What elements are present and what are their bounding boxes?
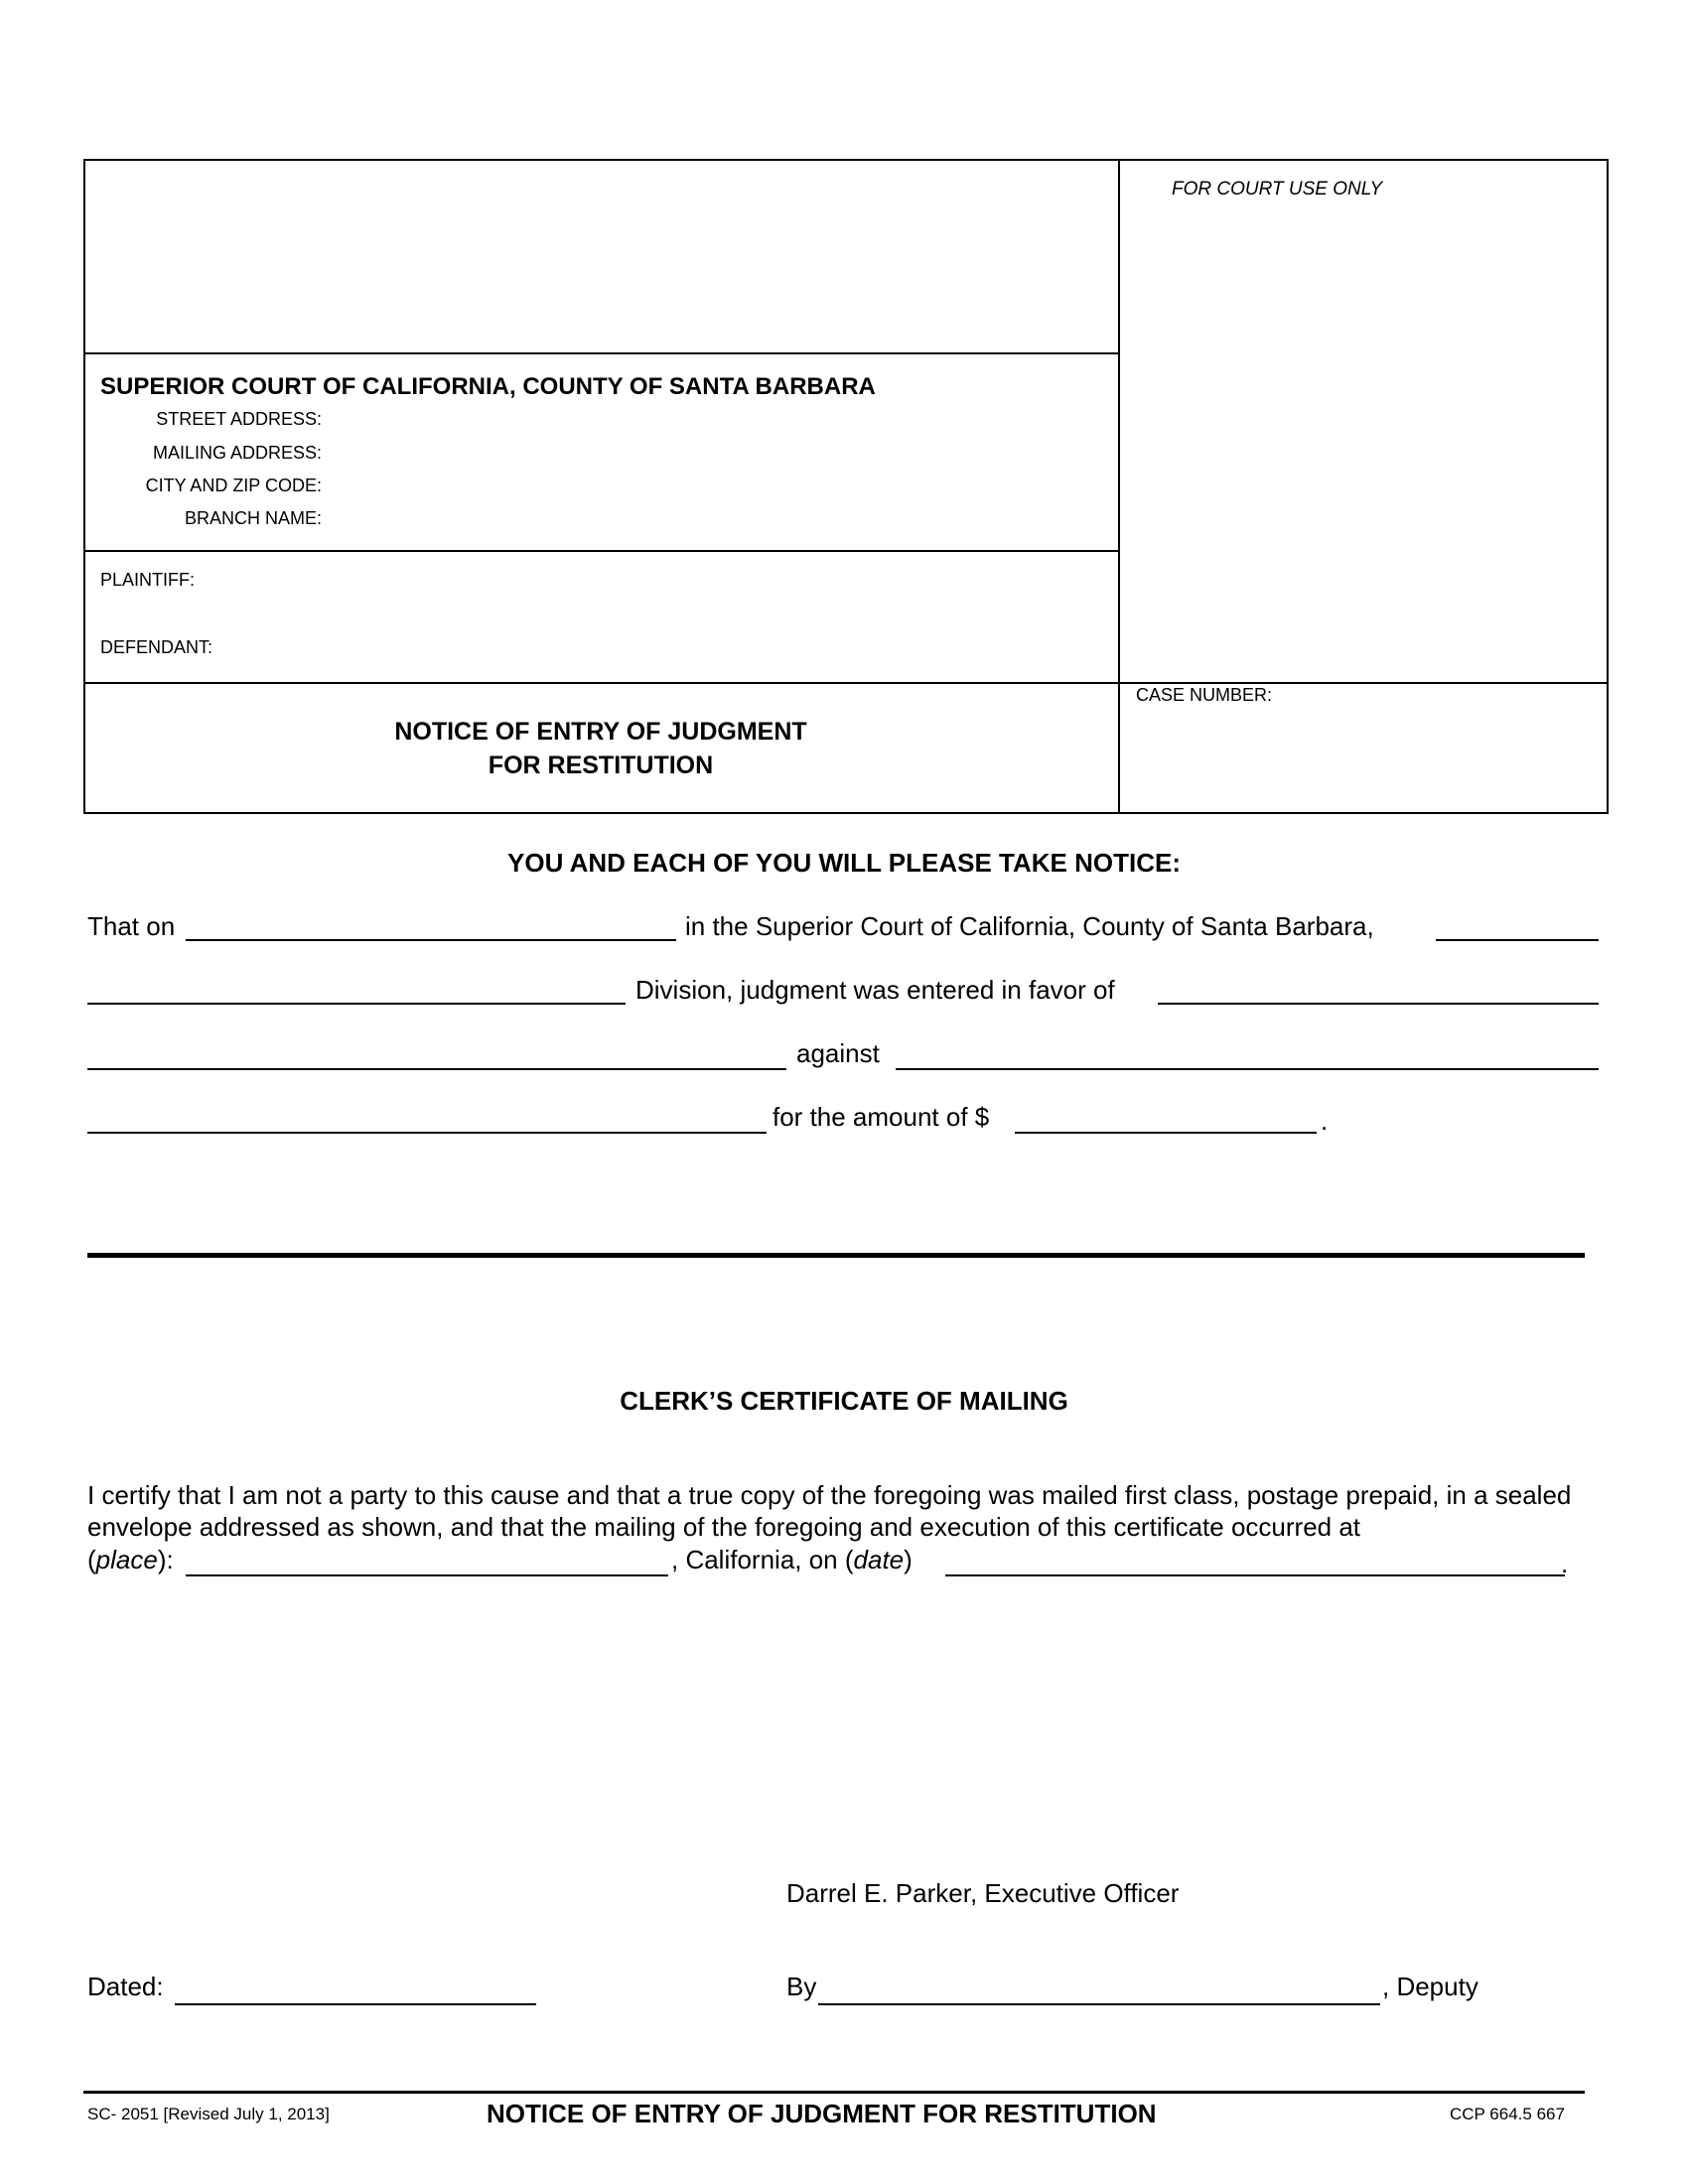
place-close-paren: ): xyxy=(157,1545,174,1574)
caption-title xyxy=(83,715,1118,782)
place-label-word: place xyxy=(95,1545,158,1574)
mailing-date-field[interactable] xyxy=(945,1574,1565,1576)
caption-title-line-1: NOTICE OF ENTRY OF JUDGMENT xyxy=(394,718,807,746)
certificate-heading: CLERK’S CERTIFICATE OF MAILING xyxy=(620,1386,1068,1416)
superior-court-text: in the Superior Court of California, County of Santa Barbara, xyxy=(685,911,1374,941)
division-field-start[interactable] xyxy=(1436,939,1599,941)
street-address-label: STREET ADDRESS: xyxy=(156,409,322,429)
date-close-paren: ) xyxy=(904,1545,913,1574)
place-field[interactable] xyxy=(186,1574,668,1576)
branch-name-label: BRANCH NAME: xyxy=(184,508,322,528)
caption-divider-2 xyxy=(85,550,1118,552)
that-on-text: That on xyxy=(87,911,176,941)
california-on-words: , California, on ( xyxy=(671,1545,854,1574)
dated-label: Dated: xyxy=(87,1972,164,2001)
against-field-continued[interactable] xyxy=(87,1132,767,1134)
notice-heading: YOU AND EACH OF YOU WILL PLEASE TAKE NOTICE: xyxy=(507,848,1181,878)
court-use-only-label: FOR COURT USE ONLY xyxy=(1172,179,1383,200)
caption-divider-3 xyxy=(85,682,1607,684)
for-amount-text: for the amount of $ xyxy=(773,1102,990,1132)
city-zip-label: CITY AND ZIP CODE: xyxy=(145,476,322,495)
judgment-date-field[interactable] xyxy=(186,939,676,941)
date-label-word: date xyxy=(853,1545,905,1574)
in-favor-of-field[interactable] xyxy=(1158,1003,1599,1005)
defendant-label: DEFENDANT: xyxy=(100,637,213,657)
caption-vertical-divider xyxy=(1118,161,1120,812)
california-on-text xyxy=(671,1545,913,1575)
executive-officer: Darrel E. Parker, Executive Officer xyxy=(786,1878,1180,1908)
caption-title-line-2: FOR RESTITUTION xyxy=(488,751,714,779)
ccp-reference: CCP 664.5 667 xyxy=(1450,2105,1565,2123)
amount-period: . xyxy=(1321,1106,1329,1136)
mailing-address-label: MAILING ADDRESS: xyxy=(152,443,322,463)
footer-rule xyxy=(83,2091,1585,2094)
deputy-label: , Deputy xyxy=(1382,1972,1478,2001)
against-field[interactable] xyxy=(896,1068,1599,1070)
court-name: SUPERIOR COURT OF CALIFORNIA, COUNTY OF SANTA BARBARA xyxy=(100,373,876,400)
case-number-label: CASE NUMBER: xyxy=(1136,685,1273,705)
place-open-paren: ( xyxy=(87,1545,96,1574)
plaintiff-label: PLAINTIFF: xyxy=(100,570,196,590)
by-label: By xyxy=(786,1972,817,2001)
section-separator xyxy=(87,1253,1585,1258)
footer-title: NOTICE OF ENTRY OF JUDGMENT FOR RESTITUTION xyxy=(487,2099,1157,2128)
against-text: against xyxy=(796,1038,880,1068)
place-label xyxy=(87,1545,174,1575)
deputy-signature-field[interactable] xyxy=(818,2003,1380,2005)
certificate-paragraph: I certify that I am not a party to this cause and that a true copy of the foregoing was mailed first class, postage prepaid, in a sealed envelope addressed as shown, and that the mailing of the foregoing and execution of this certificate occurred at xyxy=(87,1480,1572,1542)
dated-field[interactable] xyxy=(175,2003,536,2005)
in-favor-of-field-continued[interactable] xyxy=(87,1068,786,1070)
division-field[interactable] xyxy=(87,1003,626,1005)
amount-field[interactable] xyxy=(1015,1132,1317,1134)
division-text: Division, judgment was entered in favor of xyxy=(635,975,1115,1005)
certificate-period: . xyxy=(1561,1549,1569,1578)
caption-divider-1 xyxy=(85,352,1118,354)
form-id: SC- 2051 [Revised July 1, 2013] xyxy=(87,2105,330,2123)
